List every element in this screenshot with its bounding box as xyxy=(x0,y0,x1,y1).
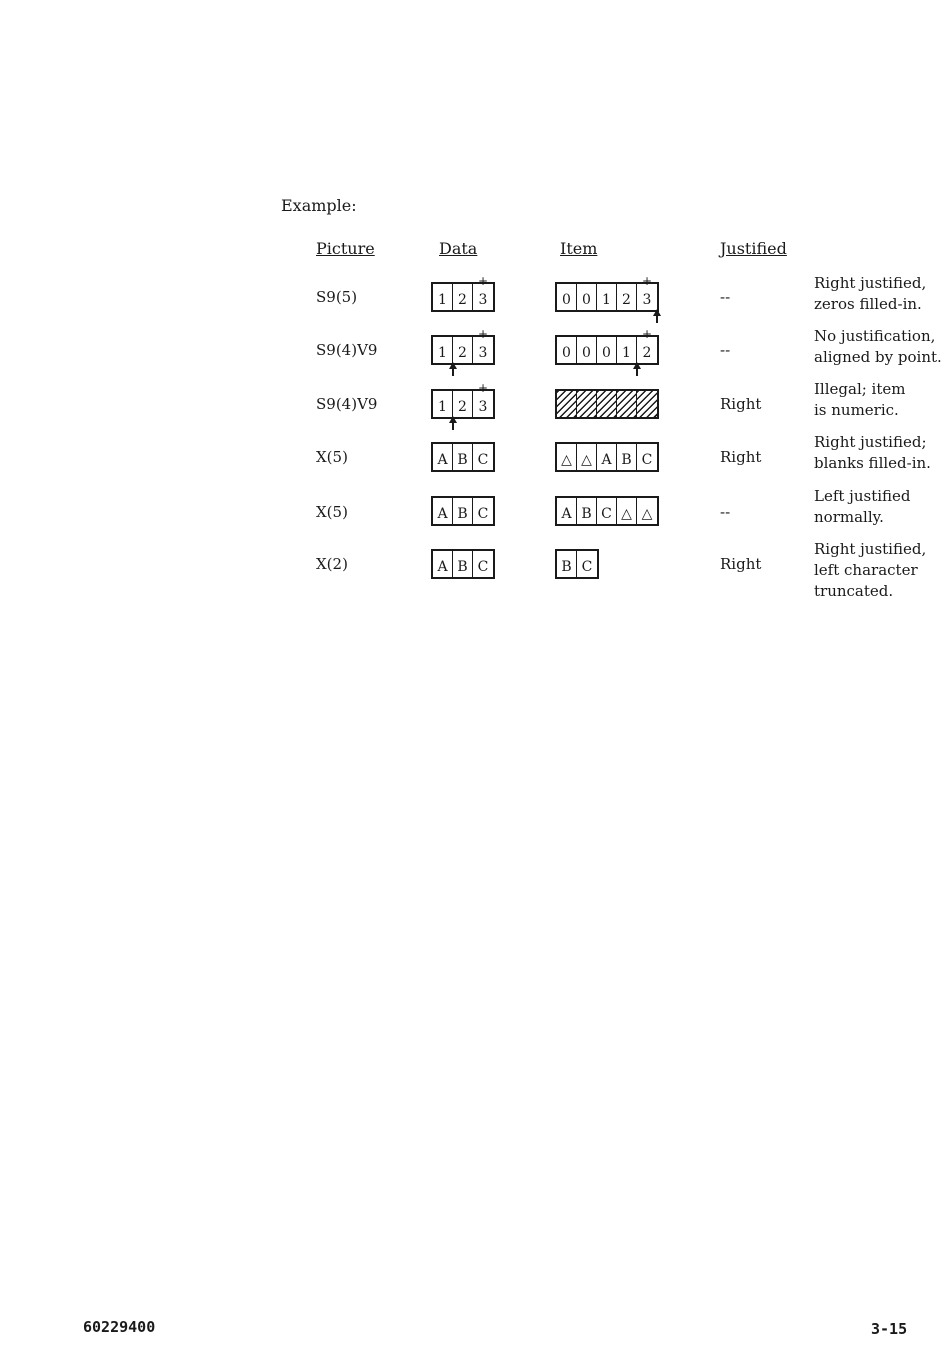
item-boxes-cell: △ xyxy=(577,444,597,470)
header-justified: Justified xyxy=(720,239,787,258)
data-boxes xyxy=(431,549,495,579)
item-boxes xyxy=(555,442,659,472)
data-boxes-cell: C xyxy=(477,452,489,468)
data-boxes-cell: 3 + xyxy=(473,391,493,417)
item-boxes-cell: 0 xyxy=(557,284,577,310)
justified-value: -- xyxy=(720,341,731,359)
example-label: Example: xyxy=(281,196,357,215)
item-boxes xyxy=(555,389,659,419)
sign-overpunch: + xyxy=(641,274,653,288)
item-boxes-cell: △ xyxy=(557,444,577,470)
data-boxes-cell: 2 xyxy=(453,337,473,363)
data-boxes-cell: C xyxy=(477,506,489,522)
item-boxes-cell: 1 xyxy=(617,337,637,363)
item-boxes-cell: A xyxy=(597,444,617,470)
justified-value: Right xyxy=(720,395,762,413)
data-boxes-cell: A xyxy=(433,498,453,524)
document-number: 60229400 xyxy=(83,1318,156,1336)
data-boxes-cell: 3 + xyxy=(473,284,493,310)
explanation-note: Illegal; item is numeric. xyxy=(814,380,906,419)
explanation-note: Right justified; blanks filled-in. xyxy=(814,433,931,472)
header-item: Item xyxy=(560,239,598,258)
explanation-note: Left justified normally. xyxy=(814,487,911,526)
item-boxes-cell: 1 xyxy=(597,284,617,310)
item-boxes-cell: B xyxy=(577,498,597,524)
item-boxes-cell: △ xyxy=(617,498,637,524)
data-boxes-cell: B xyxy=(453,498,473,524)
data-boxes-cell: A xyxy=(433,444,453,470)
header-picture: Picture xyxy=(316,239,375,258)
item-boxes xyxy=(555,274,659,312)
item-boxes-cell xyxy=(637,391,657,417)
item-boxes-cell: C xyxy=(597,498,617,524)
explanation-note: Right justified, zeros filled-in. xyxy=(814,274,927,313)
data-boxes-cell: 1 xyxy=(433,284,453,310)
item-boxes xyxy=(555,327,659,365)
justified-value: -- xyxy=(720,288,731,306)
item-boxes-cell: B xyxy=(617,444,637,470)
data-boxes-cell: B xyxy=(453,444,473,470)
picture-clause: S9(4)V9 xyxy=(316,395,378,413)
item-boxes-cell: 2 xyxy=(617,284,637,310)
item-boxes-cell xyxy=(577,391,597,417)
picture-clause: S9(5) xyxy=(316,288,358,306)
item-boxes-cell xyxy=(557,391,577,417)
sign-overpunch: + xyxy=(477,327,489,341)
data-boxes-cell: 2 xyxy=(453,284,473,310)
data-boxes-cell: 1 xyxy=(433,337,453,363)
data-boxes xyxy=(431,442,495,472)
item-boxes-cell: 0 xyxy=(597,337,617,363)
item-boxes-cell: C xyxy=(581,559,593,575)
picture-clause: X(2) xyxy=(316,555,348,573)
sign-overpunch: + xyxy=(641,327,653,341)
data-boxes-cell: 3 + xyxy=(473,337,493,363)
item-boxes-cell: C xyxy=(641,452,653,468)
explanation-note: Right justified, left character truncated. xyxy=(814,540,927,600)
item-boxes-cell: △ xyxy=(641,506,653,522)
data-boxes xyxy=(431,327,495,365)
item-boxes-cell: A xyxy=(557,498,577,524)
sign-overpunch: + xyxy=(477,381,489,395)
item-boxes-cell: 0 xyxy=(577,337,597,363)
data-boxes-cell: C xyxy=(477,559,489,575)
header-data: Data xyxy=(439,239,478,258)
item-boxes-cell: 0 xyxy=(577,284,597,310)
item-boxes-cell xyxy=(597,391,617,417)
picture-clause: X(5) xyxy=(316,503,348,521)
item-boxes xyxy=(555,496,659,526)
data-boxes-cell: 1 xyxy=(433,391,453,417)
data-boxes xyxy=(431,381,495,419)
data-boxes xyxy=(431,496,495,526)
data-boxes-cell: B xyxy=(453,551,473,577)
item-boxes xyxy=(555,549,599,579)
item-boxes-cell: 3 + xyxy=(637,284,657,310)
item-boxes-cell: 2 + xyxy=(637,337,657,363)
justified-value: -- xyxy=(720,503,731,521)
picture-clause: S9(4)V9 xyxy=(316,341,378,359)
sign-overpunch: + xyxy=(477,274,489,288)
page-number: 3-15 xyxy=(871,1320,908,1338)
explanation-note: No justification, aligned by point. xyxy=(814,327,942,366)
data-boxes-cell: 2 xyxy=(453,391,473,417)
data-boxes xyxy=(431,274,495,312)
justified-value: Right xyxy=(720,448,762,466)
item-boxes-cell: 0 xyxy=(557,337,577,363)
item-boxes-cell xyxy=(617,391,637,417)
picture-clause: X(5) xyxy=(316,448,348,466)
item-boxes-cell: B xyxy=(557,551,577,577)
justified-value: Right xyxy=(720,555,762,573)
data-boxes-cell: A xyxy=(433,551,453,577)
